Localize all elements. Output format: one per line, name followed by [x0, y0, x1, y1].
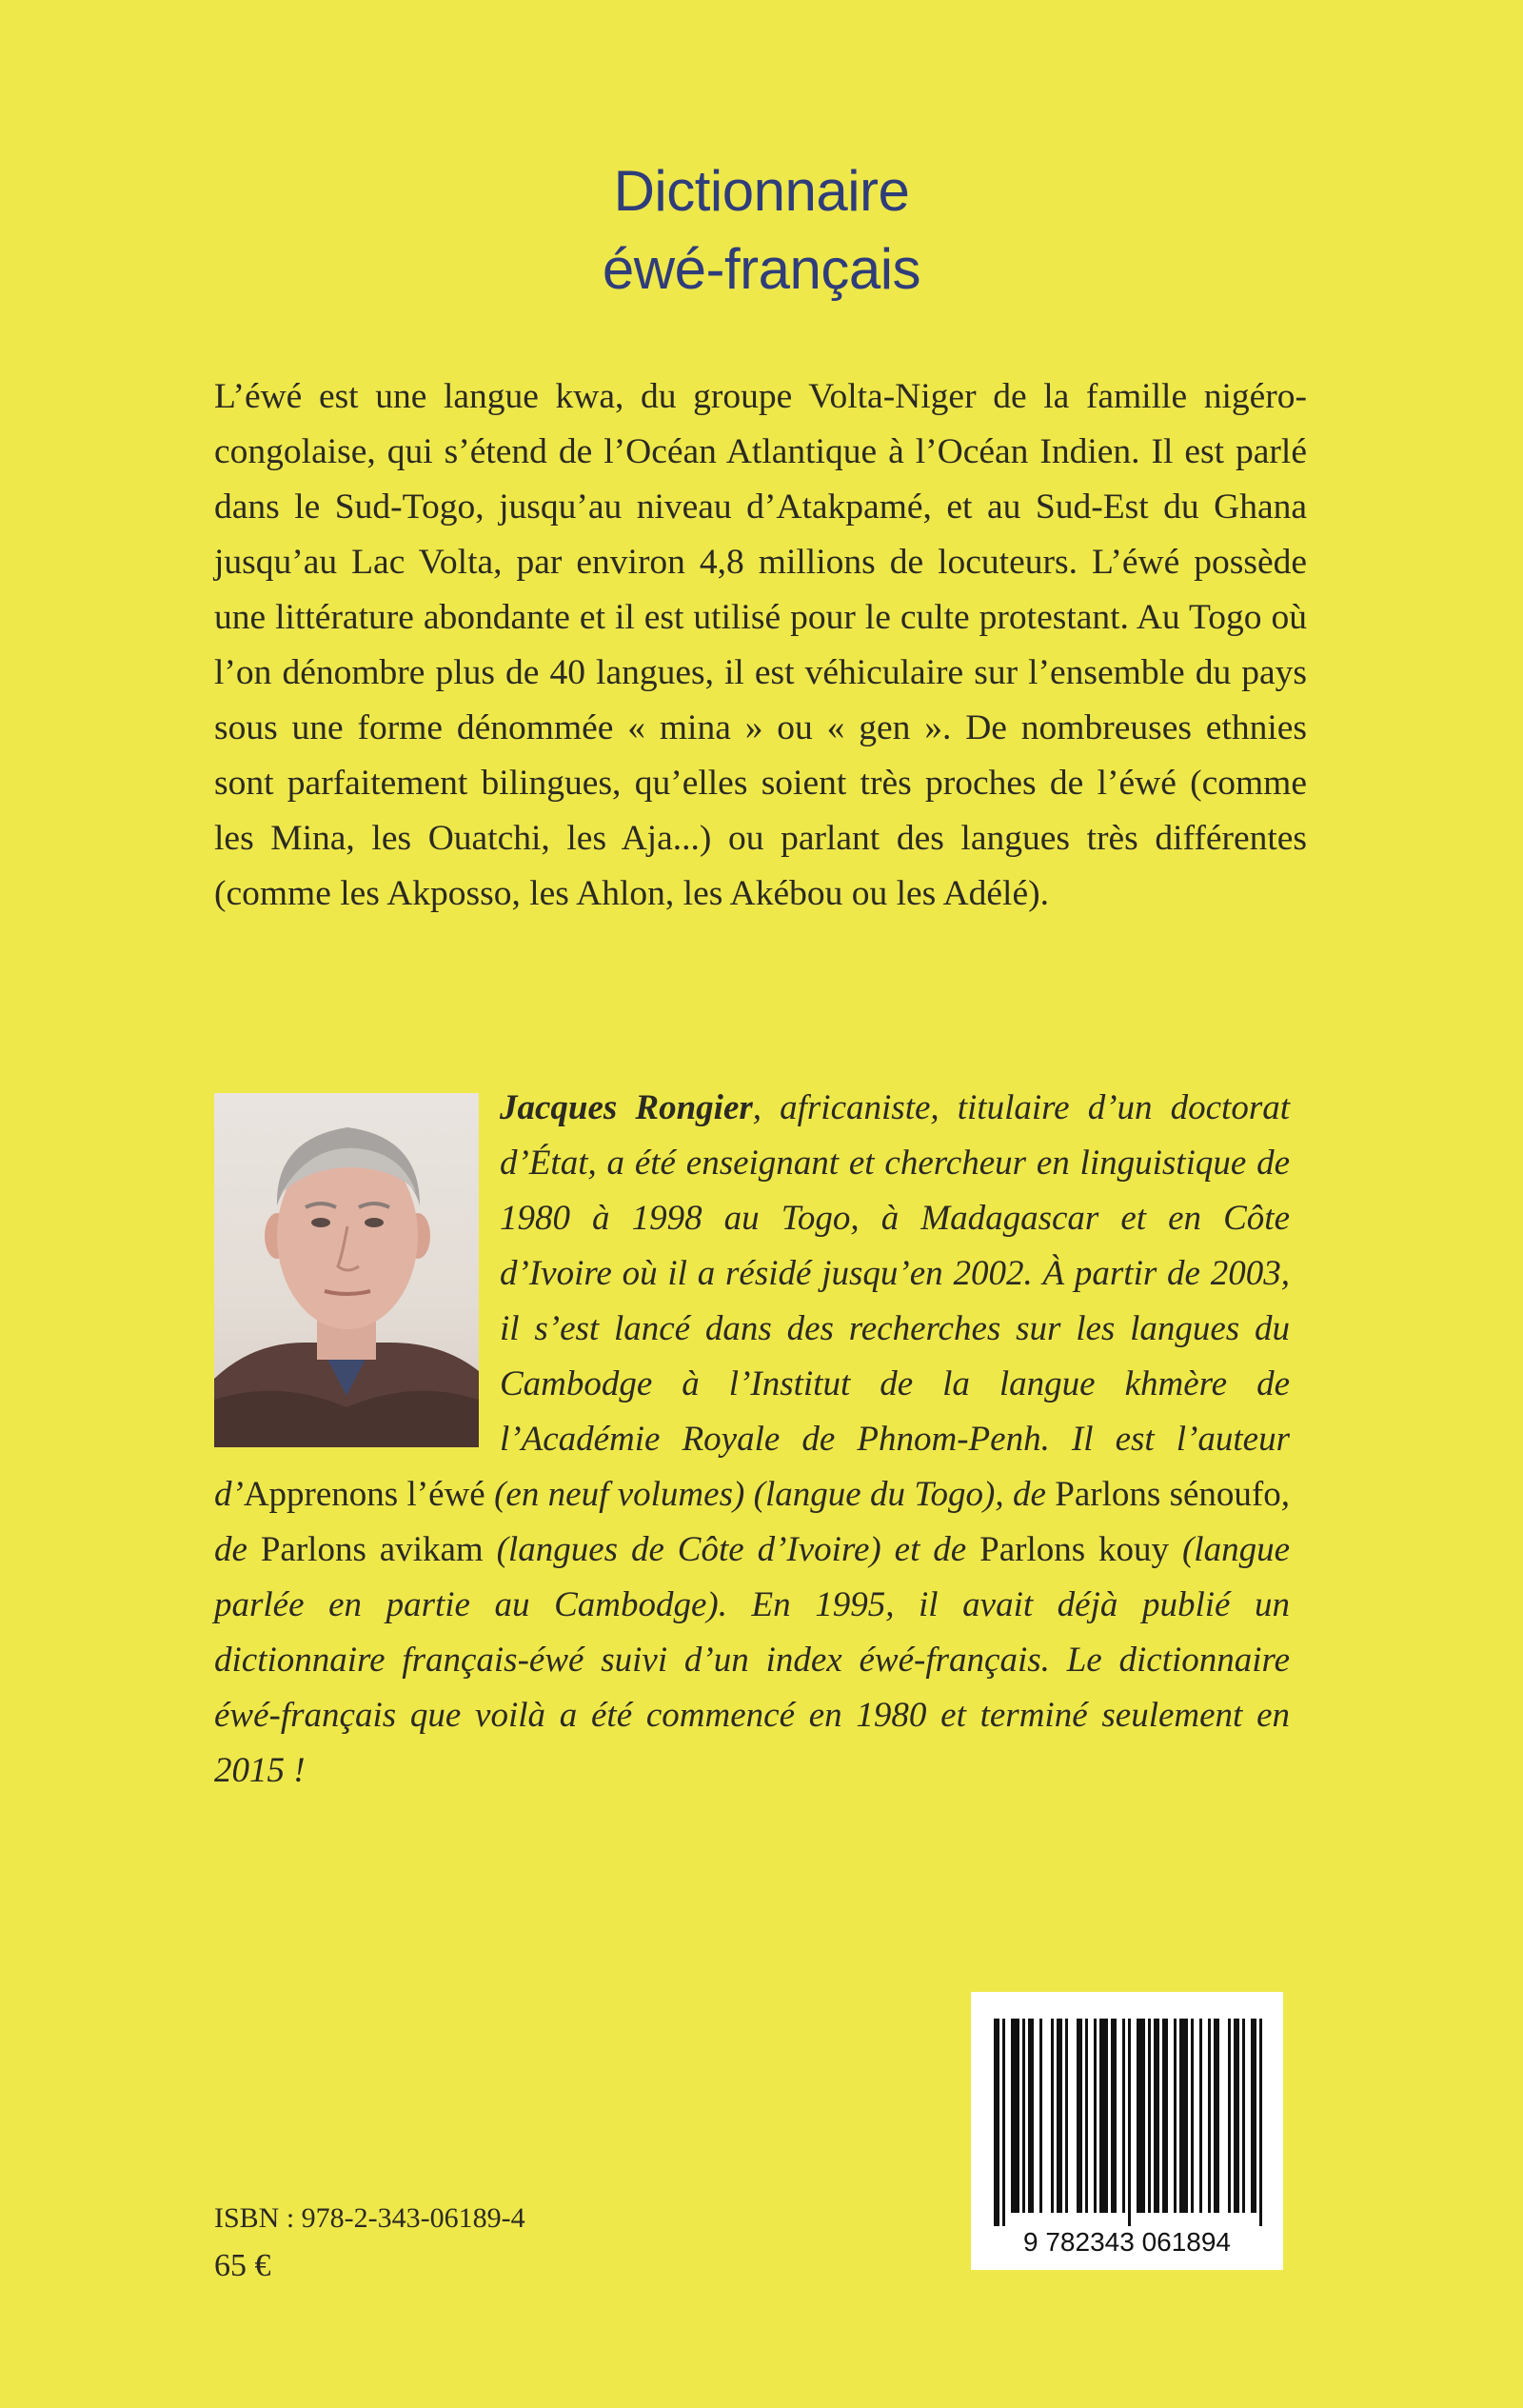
barcode-bar	[1191, 2019, 1194, 2213]
book-apprenons-ewe: Apprenons l’éwé	[243, 1475, 485, 1514]
barcode-bar	[994, 2019, 999, 2226]
barcode-bar	[1199, 2019, 1202, 2213]
barcode-bar	[1111, 2019, 1117, 2213]
barcode-bar	[1174, 2019, 1177, 2213]
barcode-bar	[1028, 2019, 1034, 2213]
barcode-bar	[1051, 2019, 1054, 2213]
barcode-bar	[1065, 2019, 1068, 2213]
barcode-digits: 9 782343 061894	[1023, 2227, 1231, 2257]
barcode-bar	[1162, 2019, 1168, 2213]
barcode-bar	[1228, 2019, 1231, 2213]
isbn-label: ISBN : 978-2-343-06189-4	[214, 2202, 525, 2234]
author-name: Jacques Rongier	[500, 1088, 753, 1127]
barcode-bar	[1148, 2019, 1151, 2213]
barcode-bar	[1122, 2019, 1125, 2213]
book-title	[0, 152, 1523, 308]
barcode-bar	[1251, 2019, 1256, 2213]
isbn-barcode	[971, 1992, 1283, 2270]
barcode-bar	[1011, 2019, 1019, 2213]
barcode-bar	[1002, 2019, 1005, 2226]
barcode-bar	[1022, 2019, 1025, 2213]
title-line-2: éwé-français	[602, 237, 921, 301]
author-biography: Jacques Rongier, africaniste, titulaire d’un doctorat d’État, a été enseignant et chercheur en linguistique de 1980 à 1998 au Togo, à Madagascar et en Côte d’Ivoire où il a résidé jusqu’en 2002. À partir de 2003, il s’est lancé dans des recherches sur les langues du Cambodge à l’Institut de la langue khmère de l’Académie Royale de Phnom-Penh. Il est l’auteur d’Apprenons l’éwé (en neuf volumes) (langue du Togo), de Parlons sénoufo, de Parlons avikam (langues de Côte d’Ivoire) et de Parlons kouy (langue parlée en partie au Cambodge). En 1995, il avait déjà publié un dictionnaire français-éwé suivi d’un index éwé-français. Le dictionnaire éwé-français que voilà a été commencé en 1980 et terminé seulement en 2015 !	[214, 1088, 1291, 1790]
barcode-bar	[1242, 2019, 1245, 2213]
barcode-bars	[994, 2019, 1262, 2226]
barcode-bar	[1154, 2019, 1159, 2213]
barcode-bar	[1085, 2019, 1088, 2213]
price-label: 65 €	[214, 2248, 271, 2283]
barcode-bar	[1057, 2019, 1062, 2213]
barcode-bar	[1039, 2019, 1042, 2213]
barcode-bar	[1077, 2019, 1082, 2213]
barcode-bar	[1137, 2019, 1145, 2213]
intro-paragraph: L’éwé est une langue kwa, du groupe Volta-Niger de la famille nigéro-congolaise, qui s’étend de l’Océan Atlantique à l’Océan Indien. Il est parlé dans le Sud-Togo, jusqu’au niveau d’Atakpamé, et au Sud-Est du Ghana jusqu’au Lac Volta, par environ 4,8 millions de locuteurs. L’éwé possède une littérature abondante et il est utilisé pour le culte protestant. Au Togo où l’on dénombre plus de 40 langues, il est véhiculaire sur l’ensemble du pays sous une forme dénommée « mina » ou « gen ». De nombreuses ethnies sont parfaitement bilingues, qu’elles soient très proches de l’éwé (comme les Mina, les Ouatchi, les Aja...) ou parlant des langues très différentes (comme les Akposso, les Ahlon, les Akébou ou les Adélé).	[214, 377, 1307, 913]
barcode-bar	[1234, 2019, 1239, 2213]
title-line-1: Dictionnaire	[613, 159, 910, 223]
barcode-bar	[1128, 2019, 1131, 2226]
barcode-bar	[1208, 2019, 1211, 2213]
barcode-bar	[1094, 2019, 1097, 2213]
book-parlons-kouy: Parlons kouy	[979, 1530, 1170, 1569]
barcode-bar	[1214, 2019, 1219, 2213]
book-parlons-avikam: Parlons avikam	[260, 1530, 484, 1569]
book-parlons-senoufo: Parlons sénoufo	[1055, 1475, 1281, 1514]
barcode-bar	[1099, 2019, 1108, 2213]
barcode-bar	[1179, 2019, 1188, 2213]
barcode-bar	[1259, 2019, 1262, 2226]
